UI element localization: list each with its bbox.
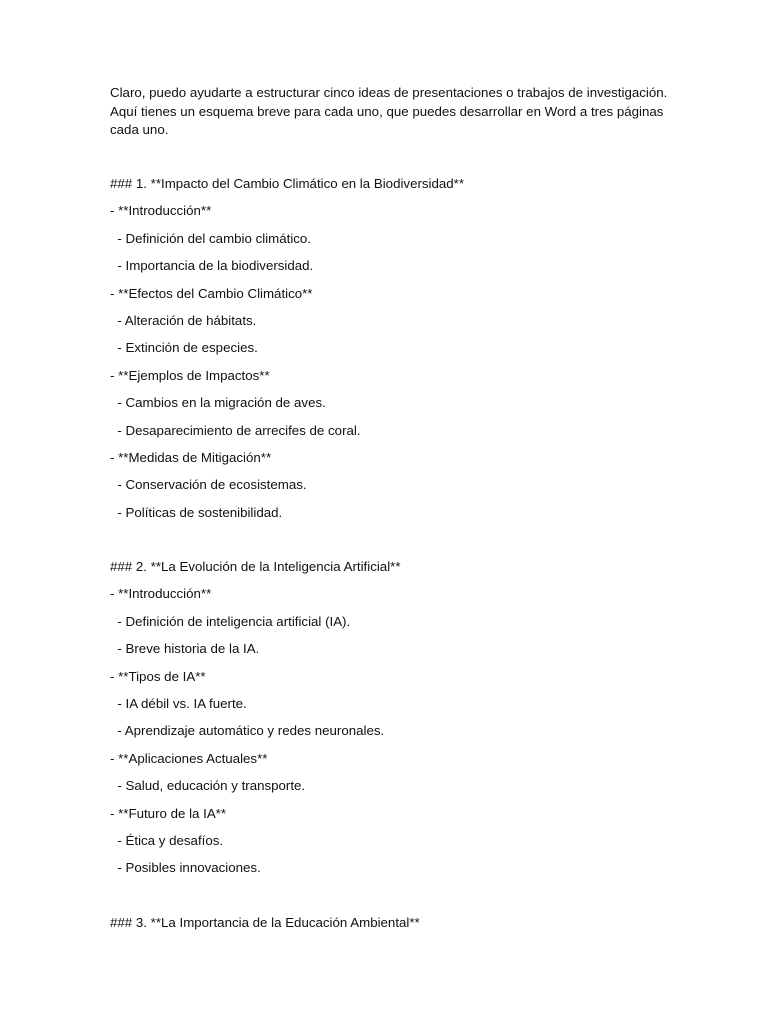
outline-item: - **Introducción** xyxy=(110,203,212,218)
outline-item: - **Aplicaciones Actuales** xyxy=(110,751,268,766)
outline-subitem: - Definición del cambio climático. xyxy=(110,231,312,246)
intro-paragraph xyxy=(110,84,670,140)
outline-subitem: - Alteración de hábitats. xyxy=(110,313,257,328)
outline-subitem: - Breve historia de la IA. xyxy=(110,641,260,656)
outline-item: - **Futuro de la IA** xyxy=(110,806,227,821)
outline-subitem: - Ética y desafíos. xyxy=(110,833,224,848)
section-heading: ### 3. **La Importancia de la Educación Ambiental** xyxy=(110,915,420,930)
outline-subitem: - Definición de inteligencia artificial (IA). xyxy=(110,614,351,629)
section-heading: ### 1. **Impacto del Cambio Climático en la Biodiversidad** xyxy=(110,176,465,191)
outline-subitem: - Desaparecimiento de arrecifes de coral. xyxy=(110,423,361,438)
intro-line: Claro, puedo ayudarte a estructurar cinco ideas de presentaciones o trabajos de investigación. xyxy=(110,85,668,100)
outline-subitem: - Salud, educación y transporte. xyxy=(110,778,306,793)
outline-subitem: - Cambios en la migración de aves. xyxy=(110,395,326,410)
outline-item: - **Efectos del Cambio Climático** xyxy=(110,286,313,301)
intro-line: cada uno. xyxy=(110,122,169,137)
intro-line: Aquí tienes un esquema breve para cada uno, que puedes desarrollar en Word a tres páginas xyxy=(110,103,664,119)
outline-item: - **Medidas de Mitigación** xyxy=(110,450,272,465)
outline-subitem: - IA débil vs. IA fuerte. xyxy=(110,696,247,711)
outline-subitem: - Extinción de especies. xyxy=(110,340,258,355)
outline-subitem: - Importancia de la biodiversidad. xyxy=(110,258,314,273)
outline-subitem: - Conservación de ecosistemas. xyxy=(110,477,307,492)
section-heading: ### 2. **La Evolución de la Inteligencia Artificial** xyxy=(110,559,401,574)
outline-item: - **Introducción** xyxy=(110,586,212,601)
outline-item: - **Tipos de IA** xyxy=(110,669,206,684)
outline-item: - **Ejemplos de Impactos** xyxy=(110,368,270,383)
outline-subitem: - Políticas de sostenibilidad. xyxy=(110,505,283,520)
outline-subitem: - Aprendizaje automático y redes neuronales. xyxy=(110,723,385,738)
outline-subitem: - Posibles innovaciones. xyxy=(110,860,261,875)
